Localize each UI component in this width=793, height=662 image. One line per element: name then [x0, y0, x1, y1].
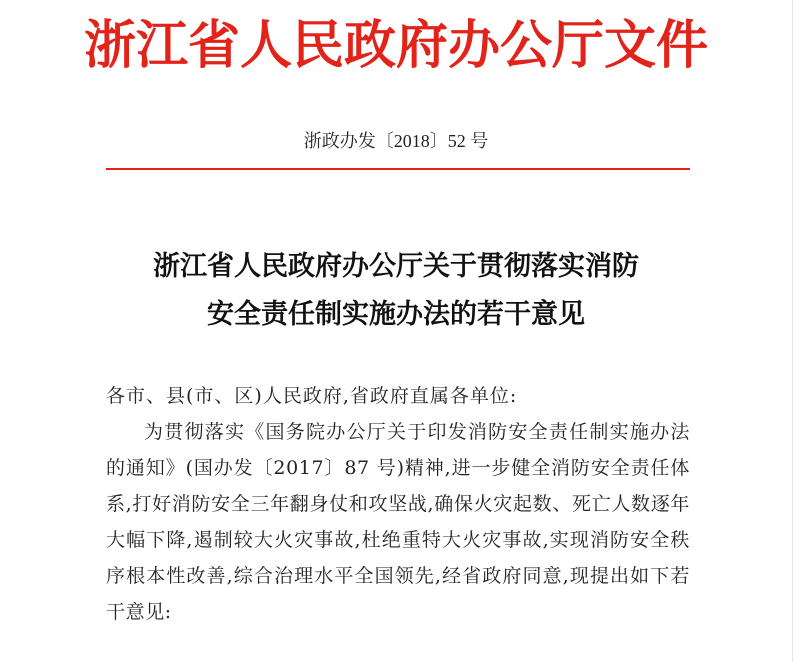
document-number: 浙政办发〔2018〕52 号 — [303, 131, 489, 151]
document-body — [106, 378, 690, 630]
salutation: 各市、县(市、区)人民政府,省政府直属各单位: — [106, 385, 518, 407]
document-title-line-1: 浙江省人民政府办公厅关于贯彻落实消防 — [153, 251, 639, 282]
document-title — [0, 243, 792, 339]
document-masthead: 浙江省人民政府办公厅文件 — [83, 15, 708, 76]
document-title-line-2: 安全责任制实施办法的若干意见 — [207, 299, 585, 330]
body-paragraph: 为贯彻落实《国务院办公厅关于印发消防安全责任制实施办法的通知》(国办发〔2017〕87 号)精神,进一步健全消防安全责任体系,打好消防安全三年翻身仗和攻坚战,确保火灾起数、死亡人数逐年大幅下降,遏制较大火灾事故,杜绝重特大火灾事故,实现消防安全秩序根本性改善,综合治理水平全国领先,经省政府同意,现提出如下若干意见: — [106, 421, 690, 623]
red-divider-line — [106, 168, 690, 170]
